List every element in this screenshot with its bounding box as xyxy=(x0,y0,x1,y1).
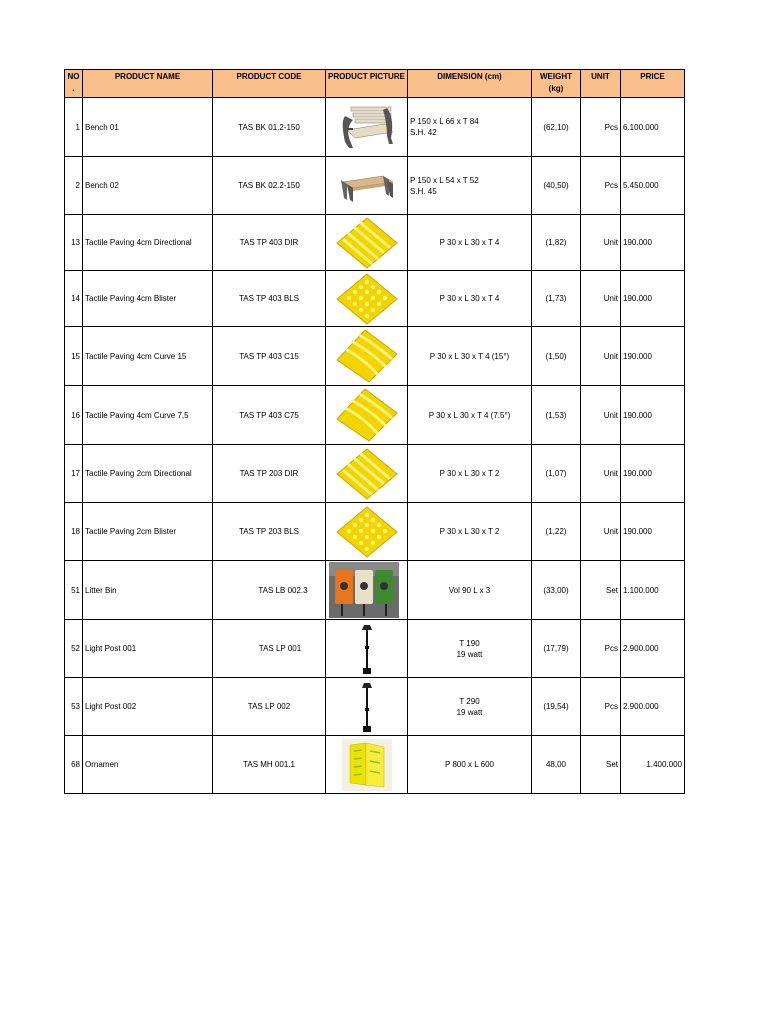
row-dimension: P 30 x L 30 x T 4 (7.5°) xyxy=(408,386,532,445)
row-dimension xyxy=(408,678,532,736)
row-weight: 48,00 xyxy=(532,736,581,794)
row-price: 190.000 xyxy=(621,215,685,271)
row-unit: Set xyxy=(581,561,621,620)
row-no: 51 xyxy=(65,561,83,620)
bench-02-icon xyxy=(335,166,399,206)
row-weight: (1,07) xyxy=(532,445,581,503)
row-dimension: P 30 x L 30 x T 4 xyxy=(408,215,532,271)
tactile-directional-icon xyxy=(335,447,399,501)
row-product-name: Tactile Paving 2cm Directional xyxy=(83,445,213,503)
row-product-code: TAS BK 02.2-150 xyxy=(213,157,326,215)
row-weight: (1,50) xyxy=(532,327,581,386)
row-no: 53 xyxy=(65,678,83,736)
row-product-picture xyxy=(326,327,408,386)
table-row xyxy=(65,561,685,620)
row-product-name: Tactile Paving 4cm Curve 15 xyxy=(83,327,213,386)
tactile-curve-icon xyxy=(335,387,399,443)
row-weight: (1,73) xyxy=(532,271,581,327)
row-unit: Unit xyxy=(581,215,621,271)
row-no: 15 xyxy=(65,327,83,386)
table-row xyxy=(65,327,685,386)
row-unit: Pcs xyxy=(581,620,621,678)
row-product-code: TAS LB 002.3 xyxy=(213,561,326,620)
row-unit: Set xyxy=(581,736,621,794)
row-no: 68 xyxy=(65,736,83,794)
row-dimension: P 30 x L 30 x T 4 xyxy=(408,271,532,327)
row-no: 2 xyxy=(65,157,83,215)
table-row xyxy=(65,157,685,215)
header-no: NO . xyxy=(65,70,83,98)
row-product-code: TAS TP 203 BLS xyxy=(213,503,326,561)
row-product-code: TAS MH 001.1 xyxy=(213,736,326,794)
row-price: 190.000 xyxy=(621,386,685,445)
header-product-picture: PRODUCT PICTURE xyxy=(326,70,408,98)
row-product-picture xyxy=(326,736,408,794)
row-unit: Unit xyxy=(581,327,621,386)
row-unit: Unit xyxy=(581,386,621,445)
row-price: 190.000 xyxy=(621,327,685,386)
row-weight: (19,54) xyxy=(532,678,581,736)
row-weight: (33,00) xyxy=(532,561,581,620)
row-no: 1 xyxy=(65,98,83,157)
dimension-line-1: P 150 x L 54 x T 52 xyxy=(410,175,479,185)
ornament-icon xyxy=(342,739,392,791)
dimension-line-2: 19 watt xyxy=(456,707,483,717)
row-product-code: TAS BK 01.2-150 xyxy=(213,98,326,157)
table-row xyxy=(65,678,685,736)
row-product-code: TAS TP 403 DIR xyxy=(213,215,326,271)
row-product-picture xyxy=(326,678,408,736)
row-dimension: P 800 x L 600 xyxy=(408,736,532,794)
row-weight: (1,82) xyxy=(532,215,581,271)
row-price: 2.900.000 xyxy=(621,620,685,678)
row-unit: Pcs xyxy=(581,98,621,157)
tactile-blister-icon xyxy=(335,272,399,326)
light-post-icon xyxy=(357,622,377,676)
row-price: 190.000 xyxy=(621,503,685,561)
header-weight: WEIGHT (kg) xyxy=(532,70,581,98)
row-product-name: Ornamen xyxy=(83,736,213,794)
row-product-name: Tactile Paving 4cm Directional xyxy=(83,215,213,271)
table-row xyxy=(65,736,685,794)
row-unit: Pcs xyxy=(581,678,621,736)
row-product-name: Litter Bin xyxy=(83,561,213,620)
row-product-picture xyxy=(326,503,408,561)
row-weight: (1,22) xyxy=(532,503,581,561)
header-product-name: PRODUCT NAME xyxy=(83,70,213,98)
row-no: 16 xyxy=(65,386,83,445)
row-dimension: P 30 x L 30 x T 2 xyxy=(408,503,532,561)
row-no: 52 xyxy=(65,620,83,678)
dimension-line-1: P 150 x L 66 x T 84 xyxy=(410,117,479,126)
row-product-name: Light Post 001 xyxy=(83,620,213,678)
row-price: 2.900.000 xyxy=(621,678,685,736)
dimension-line-1: T 190 xyxy=(459,638,480,648)
row-product-picture xyxy=(326,215,408,271)
row-unit: Unit xyxy=(581,445,621,503)
table-row xyxy=(65,386,685,445)
row-no: 14 xyxy=(65,271,83,327)
header-product-code: PRODUCT CODE xyxy=(213,70,326,98)
table-row xyxy=(65,271,685,327)
row-product-name: Bench 02 xyxy=(83,157,213,215)
row-product-name: Tactile Paving 2cm Blister xyxy=(83,503,213,561)
table-row xyxy=(65,445,685,503)
tactile-directional-icon xyxy=(335,216,399,270)
row-dimension xyxy=(408,157,532,215)
row-product-code: TAS TP 403 BLS xyxy=(213,271,326,327)
tactile-blister-icon xyxy=(335,505,399,559)
table-row xyxy=(65,215,685,271)
tactile-curve-icon xyxy=(335,328,399,384)
row-product-code: TAS TP 403 C75 xyxy=(213,386,326,445)
row-product-picture xyxy=(326,620,408,678)
dimension-line-1: T 290 xyxy=(459,696,480,706)
row-weight: (62,10) xyxy=(532,98,581,157)
row-product-name: Tactile Paving 4cm Blister xyxy=(83,271,213,327)
header-row xyxy=(65,70,685,98)
dimension-line-2: S.H. 42 xyxy=(410,128,437,137)
table-row xyxy=(65,620,685,678)
row-weight: (17,79) xyxy=(532,620,581,678)
row-unit: Unit xyxy=(581,271,621,327)
row-price: 6.100.000 xyxy=(621,98,685,157)
row-product-picture xyxy=(326,98,408,157)
bench-01-icon xyxy=(335,102,399,152)
litter-bin-icon xyxy=(329,562,399,618)
row-product-code: TAS LP 002 xyxy=(213,678,326,736)
row-no: 18 xyxy=(65,503,83,561)
row-unit: Pcs xyxy=(581,157,621,215)
row-no: 13 xyxy=(65,215,83,271)
header-dimension: DIMENSION (cm) xyxy=(408,70,532,98)
row-weight: (40,50) xyxy=(532,157,581,215)
row-product-picture xyxy=(326,445,408,503)
row-no: 17 xyxy=(65,445,83,503)
row-product-picture xyxy=(326,561,408,620)
row-price: 1.100.000 xyxy=(621,561,685,620)
row-dimension: Vol 90 L x 3 xyxy=(408,561,532,620)
row-product-code: TAS TP 203 DIR xyxy=(213,445,326,503)
row-product-picture xyxy=(326,157,408,215)
header-price: PRICE xyxy=(621,70,685,98)
row-dimension: P 30 x L 30 x T 2 xyxy=(408,445,532,503)
row-product-code: TAS TP 403 C15 xyxy=(213,327,326,386)
row-unit: Unit xyxy=(581,503,621,561)
row-product-name: Tactile Paving 4cm Curve 7,5 xyxy=(83,386,213,445)
row-weight: (1,53) xyxy=(532,386,581,445)
row-product-picture xyxy=(326,271,408,327)
header-unit: UNIT xyxy=(581,70,621,98)
row-price: 190.000 xyxy=(621,271,685,327)
row-product-name: Light Post 002 xyxy=(83,678,213,736)
row-price: 1.400.000 xyxy=(621,736,685,794)
table-row xyxy=(65,98,685,157)
row-product-code: TAS LP 001 xyxy=(213,620,326,678)
table-row xyxy=(65,503,685,561)
row-product-picture xyxy=(326,386,408,445)
row-price: 5.450.000 xyxy=(621,157,685,215)
light-post-icon xyxy=(357,680,377,734)
row-dimension xyxy=(408,620,532,678)
row-dimension xyxy=(408,98,532,157)
row-price: 190.000 xyxy=(621,445,685,503)
row-product-name: Bench 01 xyxy=(83,98,213,157)
dimension-line-2: S.H. 45 xyxy=(410,186,437,196)
dimension-line-2: 19 watt xyxy=(456,649,483,659)
product-price-table xyxy=(64,69,685,794)
row-dimension: P 30 x L 30 x T 4 (15°) xyxy=(408,327,532,386)
